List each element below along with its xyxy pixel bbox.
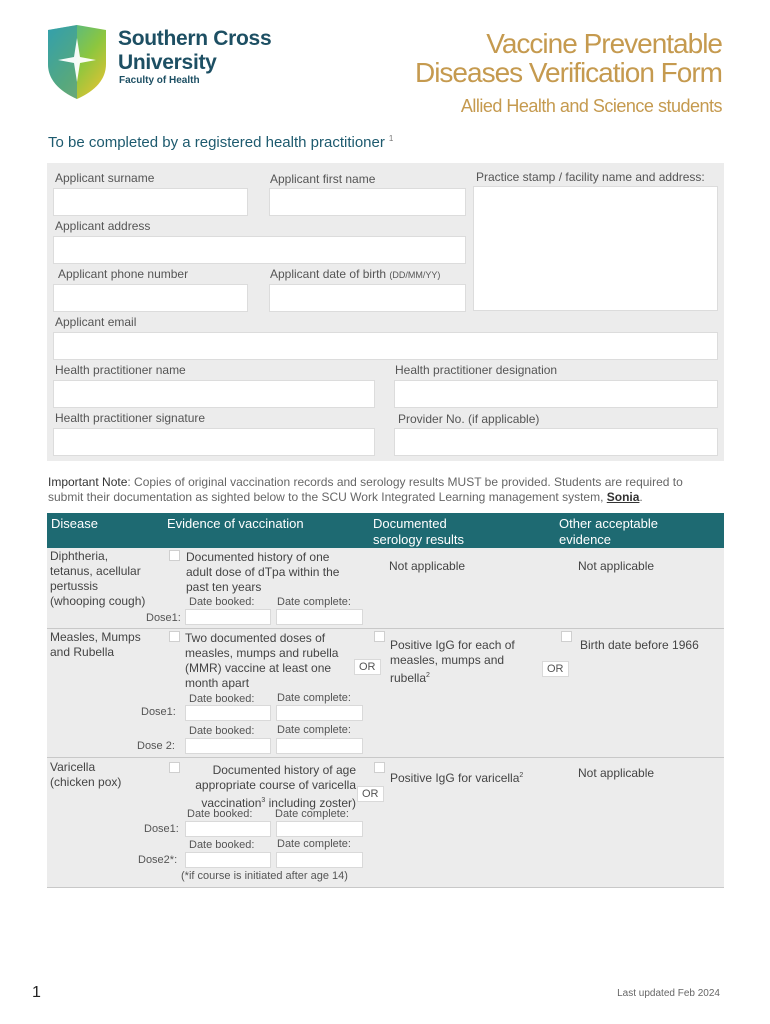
applicant-email-label: Applicant email [55, 315, 137, 329]
varicella-footnote: (*if course is initiated after age 14) [181, 870, 348, 882]
logo-wordmark-line1: Southern Cross [118, 27, 272, 50]
last-updated: Last updated Feb 2024 [617, 988, 720, 999]
hp-signature-field[interactable] [53, 428, 375, 456]
hp-designation-label: Health practitioner designation [395, 363, 558, 377]
page-number: 1 [32, 984, 41, 1001]
mmr-d1-date-booked-label: Date booked: [189, 693, 255, 705]
var-d1-date-booked-label: Date booked: [187, 808, 253, 820]
dtpa-dose1-label: Dose1: [146, 612, 181, 624]
applicant-phone-field[interactable] [53, 284, 248, 312]
varicella-evidence-text: Documented history of age appropriate course of varicella vaccination$^3$ including zoster) [195, 763, 356, 810]
applicant-address-field[interactable] [53, 236, 466, 264]
disease-dtpa: Diphtheria, tetanus, acellular pertussis (whooping cough) [50, 549, 146, 608]
mmr-or-2: OR [542, 661, 569, 677]
mmr-or-1: OR [354, 659, 381, 675]
varicella-dose2-date-complete[interactable] [276, 852, 363, 868]
varicella-dose1-date-complete[interactable] [276, 821, 363, 837]
logo-wordmark-line2: University [118, 51, 217, 74]
var-d2-date-booked-label: Date booked: [189, 839, 255, 851]
form-title-line1: Vaccine Preventable [486, 28, 722, 59]
practice-stamp-label: Practice stamp / facility name and address: [476, 170, 705, 184]
col-other-line1: Other acceptable [559, 516, 659, 531]
col-disease: Disease [51, 516, 98, 531]
form-title-line2: Diseases Verification Form [414, 57, 722, 88]
scu-shield-logo [44, 24, 110, 100]
applicant-first-name-field[interactable] [269, 188, 466, 216]
mmr-other-checkbox[interactable] [561, 631, 572, 642]
hp-signature-label: Health practitioner signature [55, 411, 206, 425]
mmr-evidence-text: Two documented doses of measles, mumps and rubella (MMR) vaccine at least one month apart [185, 631, 339, 690]
mmr-evidence-checkbox[interactable] [169, 631, 180, 642]
applicant-first-name-label: Applicant first name [270, 172, 376, 186]
col-evidence: Evidence of vaccination [167, 516, 304, 531]
varicella-dose1-date-booked[interactable] [185, 821, 271, 837]
dtpa-evidence-checkbox[interactable] [169, 550, 180, 561]
mmr-serology-checkbox[interactable] [374, 631, 385, 642]
dtpa-date-complete-label: Date complete: [277, 596, 351, 608]
hp-designation-field[interactable] [394, 380, 718, 408]
col-serology-line1: Documented [373, 516, 447, 531]
mmr-dose1-date-complete[interactable] [276, 705, 363, 721]
section-heading: To be completed by a registered health practitioner $^1$ [48, 134, 394, 151]
applicant-surname-field[interactable] [53, 188, 248, 216]
mmr-dose2-date-complete[interactable] [276, 738, 363, 754]
dtpa-serology: Not applicable [389, 559, 466, 573]
mmr-d2-date-complete-label: Date complete: [277, 724, 351, 736]
dtpa-date-booked-label: Date booked: [189, 596, 255, 608]
provider-no-label: Provider No. (if applicable) [398, 412, 540, 426]
important-note: Important Note: Copies of original vaccination records and serology results MUST be provided. Students are required to submit their documentation as sighted below to the SCU Work Integrated Learning management system, Sonia. [48, 475, 683, 504]
practice-stamp-field[interactable] [473, 186, 718, 311]
dtpa-dose1-date-complete[interactable] [276, 609, 363, 625]
form-subtitle: Allied Health and Science students [460, 96, 722, 116]
logo-faculty: Faculty of Health [119, 75, 200, 86]
disease-mmr: Measles, Mumps and Rubella [50, 630, 141, 659]
col-serology-line2: serology results [373, 532, 465, 547]
varicella-dose2-label: Dose2*: [138, 854, 178, 866]
col-other-line2: evidence [559, 532, 612, 547]
provider-no-field[interactable] [394, 428, 718, 456]
var-d2-date-complete-label: Date complete: [277, 838, 351, 850]
applicant-email-field[interactable] [53, 332, 718, 360]
dtpa-other: Not applicable [578, 559, 655, 573]
sonia-link[interactable]: Sonia [606, 490, 640, 504]
mmr-dose1-label: Dose1: [141, 706, 176, 718]
mmr-serology-text: Positive IgG for each of measles, mumps and rubella$^2$ [390, 638, 515, 685]
row-divider [47, 887, 724, 888]
varicella-serology-text: Positive IgG for varicella$^2$ [390, 771, 524, 785]
applicant-address-label: Applicant address [55, 219, 151, 233]
disease-varicella: Varicella (chicken pox) [50, 760, 122, 789]
dtpa-dose1-date-booked[interactable] [185, 609, 271, 625]
applicant-surname-label: Applicant surname [55, 171, 155, 185]
applicant-phone-label: Applicant phone number [58, 267, 189, 281]
mmr-dose1-date-booked[interactable] [185, 705, 271, 721]
varicella-serology-checkbox[interactable] [374, 762, 385, 773]
varicella-dose2-date-booked[interactable] [185, 852, 271, 868]
varicella-dose1-label: Dose1: [144, 823, 179, 835]
var-d1-date-complete-label: Date complete: [275, 808, 349, 820]
mmr-other-text: Birth date before 1966 [580, 638, 699, 652]
mmr-dose2-date-booked[interactable] [185, 738, 271, 754]
dtpa-evidence-text: Documented history of one adult dose of dTpa within the past ten years [186, 550, 340, 594]
applicant-dob-label: Applicant date of birth (DD/MM/YY) [270, 267, 441, 281]
varicella-or: OR [357, 786, 384, 802]
hp-name-field[interactable] [53, 380, 375, 408]
varicella-other: Not applicable [578, 766, 655, 780]
mmr-dose2-label: Dose 2: [137, 740, 175, 752]
mmr-d1-date-complete-label: Date complete: [277, 692, 351, 704]
applicant-dob-field[interactable] [269, 284, 466, 312]
hp-name-label: Health practitioner name [55, 363, 186, 377]
mmr-d2-date-booked-label: Date booked: [189, 725, 255, 737]
